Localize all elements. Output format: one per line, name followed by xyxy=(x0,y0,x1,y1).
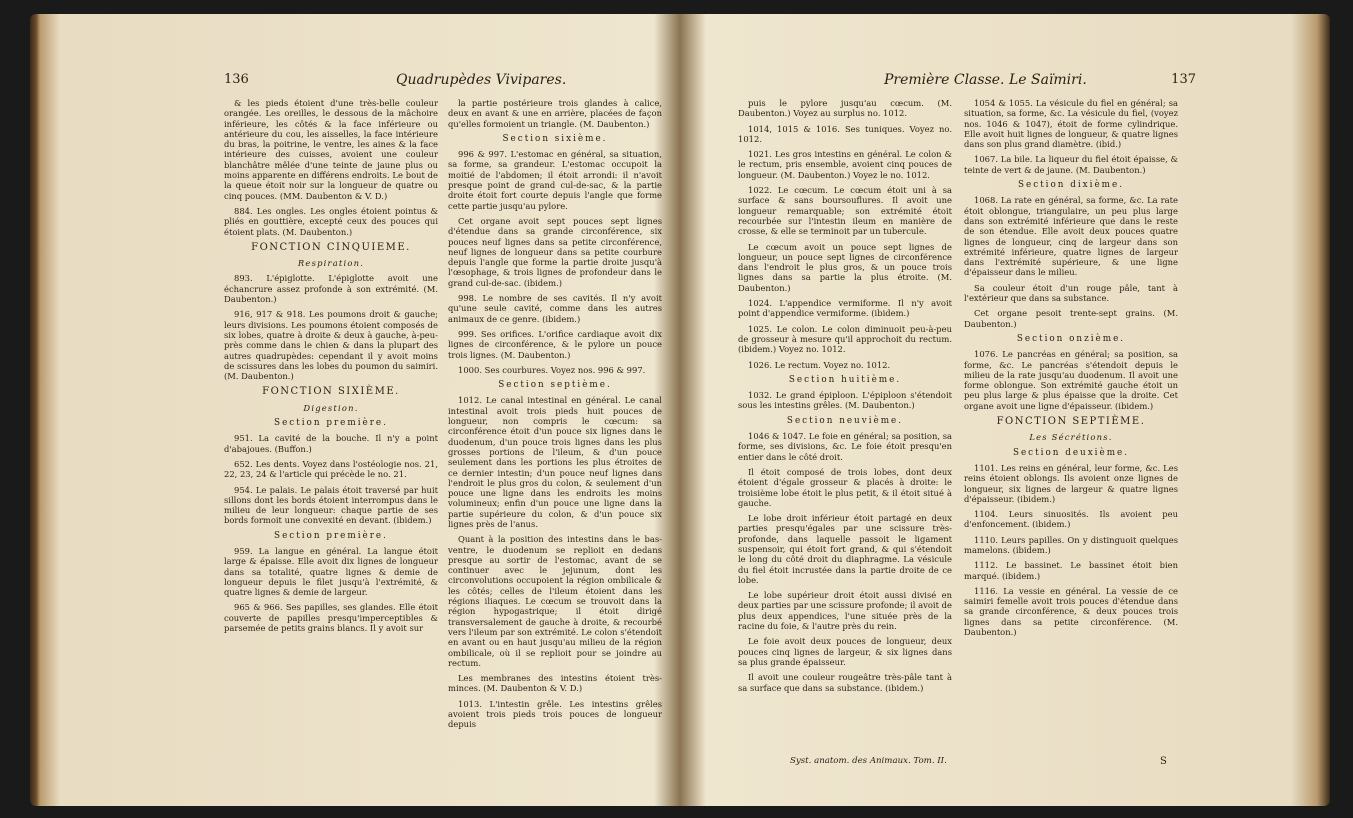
paragraph: 652. Les dents. Voyez dans l'ostéologie nos. 21, 22, 23, 24 & l'article qui précède le no. 21. xyxy=(224,458,438,480)
paragraph: 1046 & 1047. Le foie en général; sa position, sa forme, ses divisions, &c. Le foie étoit presqu'en entier dans le côté droit. xyxy=(738,431,952,462)
paragraph: 1054 & 1055. La vésicule du fiel en général; sa situation, sa forme, &c. La vésicule du fiel, (voyez nos. 1046 & 1047), étoit de forme cylindrique. Elle avoit huit lignes de longueur, & quatre lignes dans son plus grand diamètre. (ibid.) xyxy=(964,98,1178,150)
paragraph: 1067. La bile. La liqueur du fiel étoit épaisse, & teinte de vert & de jaune. (M. Daubenton.) xyxy=(964,154,1178,175)
paragraph: Le lobe supérieur droit étoit aussi divisé en deux parties par une scissure profonde; il avoit de plus deux appendices, l'une située près de la racine du foie, & l'autre près du rein. xyxy=(738,590,952,632)
paragraph: Sa couleur étoit d'un rouge pâle, tant à l'extérieur que dans sa substance. xyxy=(964,282,1178,304)
left-page xyxy=(180,14,700,806)
section-heading: Section première. xyxy=(274,530,388,541)
section-heading: Les Sécrétions. xyxy=(1029,432,1113,443)
paragraph: 1110. Leurs papilles. On y distinguoit quelques mamelons. (ibidem.) xyxy=(964,534,1178,555)
paragraph: 1025. Le colon. Le colon diminuoit peu-à-peu de grosseur à mesure qu'il approchoit du rectum. (ibidem.) Voyez no. 1012. xyxy=(738,323,952,355)
left-page-column-2 xyxy=(448,98,662,735)
paragraph: 884. Les ongles. Les ongles étoient pointus & pliés en gouttière, excepté ceux des pouces qui étoient plats. (M. Daubenton.) xyxy=(224,205,438,237)
paragraph: Le cœcum avoit un pouce sept lignes de longueur, un pouce sept lignes de circonférence dans l'endroit le plus gros, & un pouce trois lignes dans sa partie la plus étroite. (M. Daubenton.) xyxy=(738,241,952,293)
paragraph: 1112. Le bassinet. Le bassinet étoit bien marqué. (ibidem.) xyxy=(964,560,1178,581)
paragraph: 954. Le palais. Le palais étoit traversé par huit sillons dont les bords étoient interrompus dans le milieu de leur longueur: chaque partie de ses bords formoit une convexité en devant. (ibidem.) xyxy=(224,484,438,526)
right-page xyxy=(720,14,1240,806)
section-heading: Section onzième. xyxy=(1016,333,1126,344)
section-heading: Section dixième. xyxy=(1017,180,1125,191)
section-heading: Digestion. xyxy=(303,402,359,413)
paragraph: 1068. La rate en général, sa forme, &c. La rate étoit oblongue, triangulaire, un peu plus large dans son extrémité inférieure que dans le reste de son étendue. Elle avoit deux pouces quatre lignes de longueur, cinq de largeur dans son extrémité inférieure, quatre lignes de largeur dans l'extrémité supérieure, & une ligne d'épaisseur dans le milieu. xyxy=(964,195,1178,278)
paragraph: Les membranes des intestins étoient très-minces. (M. Daubenton & V. D.) xyxy=(448,673,662,694)
running-title: Quadrupèdes Vivipares. xyxy=(396,72,567,88)
paragraph: 998. Le nombre de ses cavités. Il n'y avoit qu'une seule cavité, comme dans les autres animaux de ce genre. (ibidem.) xyxy=(448,293,662,324)
paragraph: 1104. Leurs sinuosités. Ils avoient peu d'enfoncement. (ibidem.) xyxy=(964,509,1178,530)
footer-signature-line: Syst. anatom. des Animaux. Tom. II. xyxy=(790,756,947,766)
paragraph: Il avoit une couleur rougeâtre très-pâle tant à sa surface que dans sa substance. (ibidem.) xyxy=(738,672,952,693)
paragraph: 1101. Les reins en général, leur forme, &c. Les reins étoient oblongs. Ils avoient onze lignes de longueur, six lignes de largeur & quatre lignes d'épaisseur. (ibidem.) xyxy=(964,462,1178,504)
paragraph: 1076. Le pancréas en général; sa position, sa forme, &c. Le pancréas s'étendoit depuis le milieu de la rate jusqu'au duodenum. Il avoit une forme oblongue. Son extrémité gauche étoit un peu plus large & plus épaisse que la droite. Cet organe avoit une ligne d'épaisseur. (ibidem.) xyxy=(964,349,1178,411)
paragraph: 1026. Le rectum. Voyez no. 1012. xyxy=(748,359,891,370)
paragraph: Quant à la position des intestins dans le bas-ventre, le duodenum se replioit en dedans presque au sortir de l'estomac, avant de se continuer avec le jejunum, dont les circonvolutions occupoient la région ombilicale & les côtés; celles de l'ileum étoient dans les régions iliaques. Le cœcum se trouvoit dans la région hypogastrique; il étoit dirigé transversalement de gauche à droite, & recourbé vers l'ileum par son extrémité. Le colon s'étendoit en avant ou en haut jusqu'au milieu de la région ombilicale, où il se replioit pour se joindre au rectum. xyxy=(448,534,662,668)
paragraph: 1014, 1015 & 1016. Ses tuniques. Voyez no. 1012. xyxy=(738,123,952,144)
paragraph: Le lobe droit inférieur étoit partagé en deux parties presqu'égales par une scissure très-profonde, dans laquelle passoit le ligament suspensoir, qui étoit fort grand, & qui s'étendoit le long du côté droit du diaphragme. La vésicule du fiel étoit incrustée dans la partie droite de ce lobe. xyxy=(738,513,952,585)
left-page-header xyxy=(224,72,656,94)
paragraph: 893. L'épiglotte. L'épiglotte avoit une échancrure assez profonde à son extrémité. (M. Daubenton.) xyxy=(224,273,438,305)
section-heading: FONCTION SEPTIÈME. xyxy=(996,416,1146,428)
paragraph: 1116. La vessie en général. La vessie de ce saimiri femelle avoit trois pouces d'étendue dans sa grande circonférence, & deux pouces trois lignes dans sa petite circonférence. (M. Daubenton.) xyxy=(964,585,1178,638)
section-heading: Section première. xyxy=(274,418,388,429)
paragraph: & les pieds étoient d'une très-belle couleur orangée. Les oreilles, le dessous de la mâchoire inférieure, les côtés & la face inférieure ou antérieure du cou, les aisselles, la face intérieure du bras, la poitrine, le ventre, les aines & la face intérieure des cuisses, avoient une couleur blanchâtre mêlée d'une teinte de jaune plus ou moins apparente en différens endroits. Le bout de la queue étoit noir sur la longueur de quatre ou cinq pouces. (MM. Daubenton & V. D.) xyxy=(224,98,438,201)
section-heading: Section septième. xyxy=(498,380,612,391)
paragraph: 951. La cavité de la bouche. Il n'y a point d'abajoues. (Buffon.) xyxy=(224,433,438,454)
page-number: 137 xyxy=(1171,72,1196,87)
section-heading: Respiration. xyxy=(297,258,365,269)
right-page-column-1 xyxy=(738,98,952,698)
section-heading: FONCTION CINQUIEME. xyxy=(251,241,411,253)
paragraph: 965 & 966. Ses papilles, ses glandes. Elle étoit couverte de papilles presqu'imperceptibles & parsemée de petits grains blancs. Il y avoit sur xyxy=(224,602,438,634)
paragraph: 1024. L'appendice vermiforme. Il n'y avoit point d'appendice vermiforme. (ibidem.) xyxy=(738,298,952,319)
paragraph: 1022. Le cœcum. Le cœcum étoit uni à sa surface & sans boursouflures. Il avoit une longueur remarquable; son extrémité étoit recourbée sur l'intestin ileum en manière de crosse, & elle se terminoit par un tubercule. xyxy=(738,185,952,237)
paragraph: 916, 917 & 918. Les poumons droit & gauche; leurs divisions. Les poumons étoient composés de six lobes, quatre à droite & deux à gauche, à-peu-près comme dans le chien & dans la plupart des autres quadrupèdes: cependant il y avoit moins de scissures dans les lobes du poumon du saimiri. (M. Daubenton.) xyxy=(224,309,438,382)
paragraph: 1021. Les gros intestins en général. Le colon & le rectum, pris ensemble, avoient cinq pouces de longueur. (M. Daubenton.) Voyez le no. 1012. xyxy=(738,149,952,180)
section-heading: FONCTION SIXIÈME. xyxy=(262,386,400,398)
paragraph: 959. La langue en général. La langue étoit large & épaisse. Elle avoit dix lignes de longueur dans sa totalité, quatre lignes & demie de longueur depuis le filet jusqu'à l'extrémité, & quatre lignes & demie de largeur. xyxy=(224,545,438,598)
paragraph: puis le pylore jusqu'au cœcum. (M. Daubenton.) Voyez au surplus no. 1012. xyxy=(738,98,952,119)
section-heading: Section neuvième. xyxy=(786,415,904,426)
left-page-column-1 xyxy=(224,98,438,638)
paragraph: 999. Ses orifices. L'orifice cardiaque avoit dix lignes de circonférence, & le pylore un pouce trois lignes. (M. Daubenton.) xyxy=(448,328,662,360)
paragraph: 1032. Le grand épiploon. L'épiploon s'étendoit sous les intestins grêles. (M. Daubenton.) xyxy=(738,390,952,411)
right-page-column-2 xyxy=(964,98,1178,642)
section-heading: Section huitième. xyxy=(788,374,902,385)
section-heading: Section deuxième. xyxy=(1012,447,1130,458)
signature-mark: S xyxy=(1160,756,1167,767)
paragraph: Cet organe pesoit trente-sept grains. (M. Daubenton.) xyxy=(964,308,1178,329)
right-page-header xyxy=(764,72,1196,94)
running-title: Première Classe. Le Saïmiri. xyxy=(884,72,1087,88)
paragraph: 1012. Le canal intestinal en général. Le canal intestinal avoit trois pieds huit pouces de longueur, non compris le cœcum: sa circonférence étoit d'un pouce six lignes dans le duodenum, d'un pouce trois lignes dans les plus grosses portions de l'ileum, & d'un pouce seulement dans les portions les plus étroites de ce dernier intestin; d'un pouce neuf lignes dans l'endroit le plus gros du colon, & seulement d'un pouce une ligne dans les endroits les moins volumineux; enfin d'un pouce une ligne dans la partie supérieure du colon, & d'un pouce six lignes près de l'anus. xyxy=(448,395,662,529)
paragraph: 1000. Ses courbures. Voyez nos. 996 & 997. xyxy=(458,364,646,375)
open-book xyxy=(30,14,1330,806)
page-number: 136 xyxy=(224,72,249,87)
paragraph: Le foie avoit deux pouces de longueur, deux pouces cinq lignes de largeur, & six lignes dans sa plus grande épaisseur. xyxy=(738,636,952,667)
paragraph: Cet organe avoit sept pouces sept lignes d'étendue dans sa grande circonférence, six pouces neuf lignes dans sa petite circonférence, neuf lignes de longueur dans sa petite courbure depuis l'angle que forme la partie droite jusqu'à l'œsophage, & trois lignes de profondeur dans le grand cul-de-sac. (ibidem.) xyxy=(448,215,662,288)
section-heading: Section sixième. xyxy=(502,133,608,144)
paragraph: 996 & 997. L'estomac en général, sa situation, sa forme, sa grandeur. L'estomac occupoit la moitié de l'abdomen; il étoit arrondi: il n'avoit presque point de grand cul-de-sac, & la partie droite étoit fort courte depuis l'angle que forme cette partie jusqu'au pylore. xyxy=(448,149,662,211)
paragraph: la partie postérieure trois glandes à calice, deux en avant & une en arrière, placées de façon qu'elles formoient un triangle. (M. Daubenton.) xyxy=(448,98,662,129)
paragraph: Il étoit composé de trois lobes, dont deux étoient d'égale grosseur & placés à droite: le troisième lobe étoit le plus petit, & il étoit situé à gauche. xyxy=(738,466,952,508)
paragraph: 1013. L'intestin grêle. Les intestins grêles avoient trois pieds trois pouces de longueur depuis xyxy=(448,698,662,730)
